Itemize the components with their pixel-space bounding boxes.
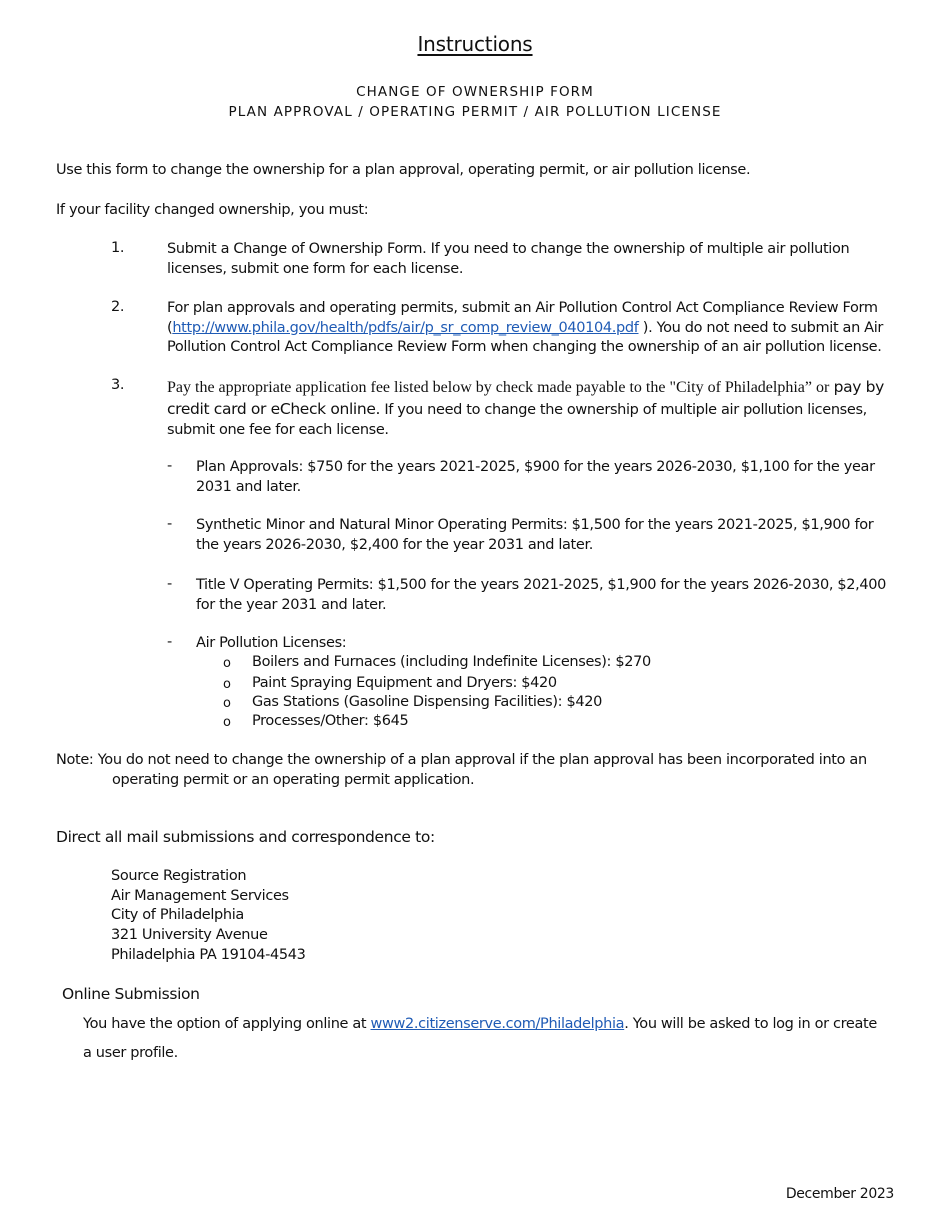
online-text-before: You have the option of applying online at: [83, 1016, 371, 1032]
address-line: City of Philadelphia: [111, 907, 244, 923]
step-text: [167, 299, 902, 358]
list-item: Gas Stations (Gasoline Dispensing Facilities): $420: [252, 694, 602, 710]
citizenserve-link[interactable]: www2.citizenserve.com/Philadelphia: [370, 1016, 625, 1032]
list-dash: -: [167, 634, 172, 650]
step-text-before: For plan approvals and operating permits, submit an Air Pollution Control Act Compliance Review Form (: [167, 300, 878, 336]
online-line-1: [83, 1015, 877, 1035]
list-dash: -: [167, 576, 172, 592]
online-payment-text: pay by credit card or eCheck online.: [167, 378, 884, 418]
address-line: Source Registration: [111, 868, 247, 884]
step-text-rest: If you need to change the ownership of multiple air pollution licenses, submit one fee for each license.: [167, 401, 867, 438]
fee-plan-approvals: Plan Approvals: $750 for the years 2021-2025, $900 for the years 2026-2030, $1,100 for the year 2031 and later.: [196, 459, 875, 495]
step-number: 3.: [111, 377, 125, 393]
list-item: Boilers and Furnaces (including Indefinite Licenses): $270: [252, 654, 651, 670]
circle-bullet-icon: o: [223, 677, 231, 692]
note-line-2: operating permit or an operating permit application.: [112, 772, 475, 788]
footer-date: December 2023: [785, 1186, 894, 1202]
circle-bullet-icon: o: [223, 715, 231, 730]
step-number: 2.: [111, 299, 125, 315]
address-line: 321 University Avenue: [111, 927, 268, 943]
note-line-1: Note: You do not need to change the ownership of a plan approval if the plan approval has been incorporated into an: [56, 752, 867, 768]
step-number: 1.: [111, 240, 125, 256]
fee-air-pollution-licenses: Air Pollution Licenses:: [196, 635, 347, 651]
list-item: Processes/Other: $645: [252, 713, 409, 729]
mail-lead: Direct all mail submissions and correspondence to:: [56, 828, 435, 846]
online-text-after: . You will be asked to log in or create: [624, 1016, 877, 1032]
online-line-2: a user profile.: [83, 1045, 178, 1061]
form-scope: PLAN APPROVAL / OPERATING PERMIT / AIR POLLUTION LICENSE: [228, 104, 722, 120]
page-title: Instructions: [417, 32, 533, 56]
fee-payment-text: Pay the appropriate application fee listed below by check made payable to the "City of Philadelphia” or: [167, 379, 830, 396]
intro-paragraph: Use this form to change the ownership for a plan approval, operating permit, or air pollution license.: [56, 162, 751, 178]
fee-minor-operating-permits: Synthetic Minor and Natural Minor Operating Permits: $1,500 for the years 2021-2025, $1,900 for the years 2026-2030, $2,400 for the year 2031 and later.: [196, 517, 874, 553]
online-heading: Online Submission: [62, 985, 200, 1003]
list-dash: -: [167, 458, 172, 474]
step-text: Submit a Change of Ownership Form. If you need to change the ownership of multiple air pollution licenses, submit one form for each license.: [167, 241, 850, 277]
compliance-review-form-link[interactable]: http://www.phila.gov/health/pdfs/air/p_sr_comp_review_040104.pdf: [172, 319, 639, 336]
list-dash: -: [167, 516, 172, 532]
step-text: [167, 377, 887, 441]
address-line: Philadelphia PA 19104-4543: [111, 947, 306, 963]
address-line: Air Management Services: [111, 888, 289, 904]
circle-bullet-icon: o: [223, 656, 231, 671]
requirements-lead: If your facility changed ownership, you must:: [56, 202, 369, 218]
step-text-after: ). You do not need to submit an Air Pollution Control Act Compliance Review Form when changing the ownership of an air pollution license.: [167, 319, 884, 355]
form-name: CHANGE OF OWNERSHIP FORM: [356, 84, 594, 100]
fee-title-v-permits: Title V Operating Permits: $1,500 for the years 2021-2025, $1,900 for the years 2026-2030, $2,400 for the year 2031 and later.: [196, 577, 886, 613]
list-item: Paint Spraying Equipment and Dryers: $420: [252, 675, 557, 691]
circle-bullet-icon: o: [223, 696, 231, 711]
